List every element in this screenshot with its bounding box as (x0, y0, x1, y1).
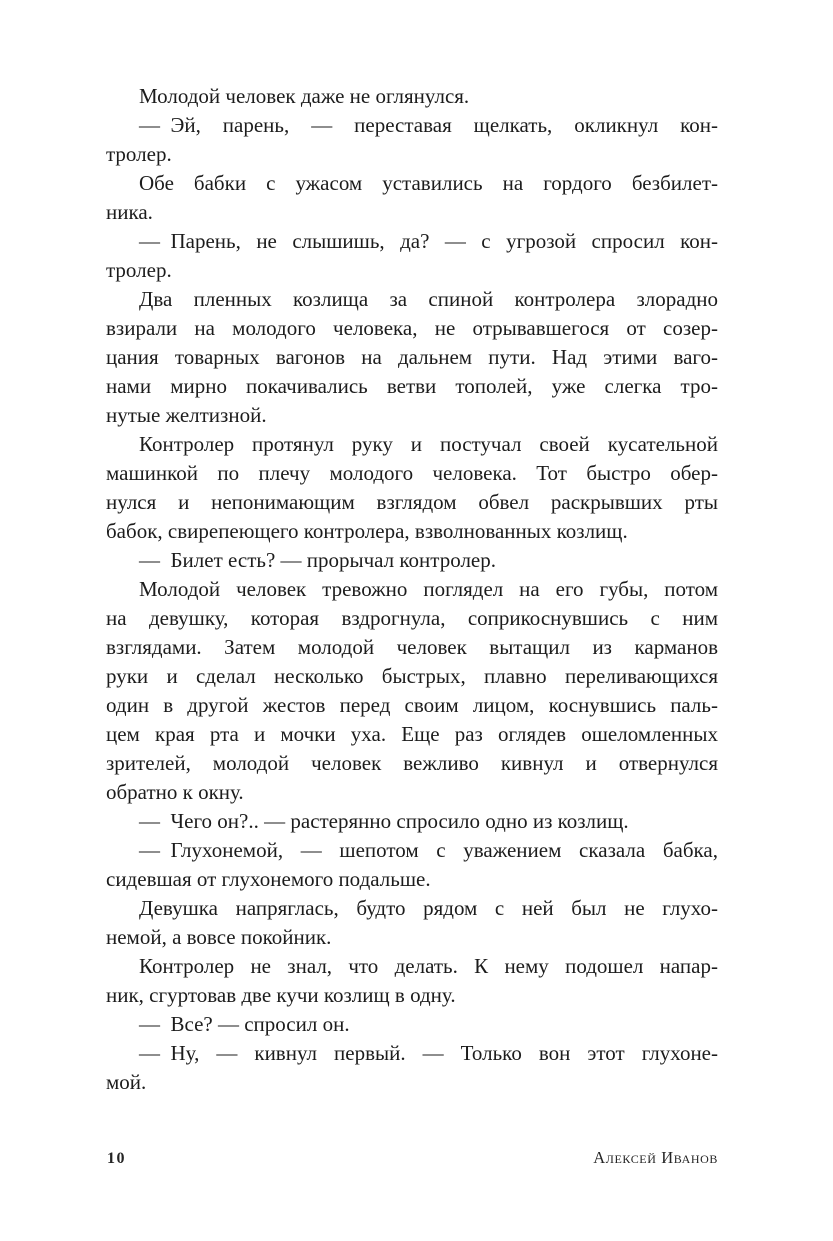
text-line: Девушка напряглась, будто рядом с ней был не глухо- (139, 896, 718, 920)
text-line: Контролер протянул руку и постучал своей кусательной (139, 432, 718, 456)
page-footer (107, 1148, 718, 1168)
text-line: бабок, свирепеющего контролера, взволнованных козлищ. (106, 519, 628, 543)
text-line: обратно к окну. (106, 780, 244, 804)
text-line: — Билет есть? — прорычал контролер. (139, 548, 496, 572)
text-line: на девушку, которая вздрогнула, соприкоснувшись с ним (106, 606, 718, 630)
text-line: один в другой жестов перед своим лицом, коснувшись паль- (106, 693, 718, 717)
text-line: ник, сгуртовав две кучи козлищ в одну. (106, 983, 456, 1007)
text-line: — Глухонемой, — шепотом с уважением сказала бабка, (139, 838, 718, 862)
text-line: ника. (106, 200, 153, 224)
text-line: мой. (106, 1070, 147, 1094)
text-line: цем края рта и мочки уха. Еще раз оглядев ошеломленных (106, 722, 718, 746)
text-line: — Ну, — кивнул первый. — Только вон этот глухоне- (139, 1041, 718, 1065)
text-line: — Чего он?.. — растерянно спросило одно из козлищ. (139, 809, 629, 833)
text-line: цания товарных вагонов на дальнем пути. Над этими ваго- (106, 345, 718, 369)
page-number: 10 (107, 1150, 126, 1167)
text-line: — Все? — спросил он. (139, 1012, 350, 1036)
text-line: Молодой человек даже не оглянулся. (139, 84, 470, 108)
text-line: Два пленных козлища за спиной контролера злорадно (139, 287, 718, 311)
text-line: взглядами. Затем молодой человек вытащил из карманов (106, 635, 718, 659)
text-line: взирали на молодого человека, не отрывавшегося от созер- (106, 316, 718, 340)
text-line: Обе бабки с ужасом уставились на гордого безбилет- (139, 171, 718, 195)
running-title-author: Алексей Иванов (593, 1148, 718, 1167)
text-line: Молодой человек тревожно поглядел на его губы, потом (139, 577, 718, 601)
text-line: Контролер не знал, что делать. К нему подошел напар- (139, 954, 718, 978)
text-line: нулся и непонимающим взглядом обвел раскрывших рты (106, 490, 718, 514)
text-line: — Эй, парень, — переставая щелкать, окликнул кон- (139, 113, 718, 137)
text-line: тролер. (106, 258, 172, 282)
text-line: сидевшая от глухонемого подальше. (106, 867, 431, 891)
text-line: немой, а вовсе покойник. (106, 925, 332, 949)
text-line: руки и сделал несколько быстрых, плавно переливающихся (106, 664, 718, 688)
text-line: зрителей, молодой человек вежливо кивнул и отвернулся (106, 751, 718, 775)
text-line: тролер. (106, 142, 172, 166)
body-text (106, 82, 718, 1097)
text-line: нами мирно покачивались ветви тополей, уже слегка тро- (106, 374, 718, 398)
text-line: нутые желтизной. (106, 403, 267, 427)
text-line: машинкой по плечу молодого человека. Тот быстро обер- (106, 461, 718, 485)
text-line: — Парень, не слышишь, да? — с угрозой спросил кон- (139, 229, 718, 253)
